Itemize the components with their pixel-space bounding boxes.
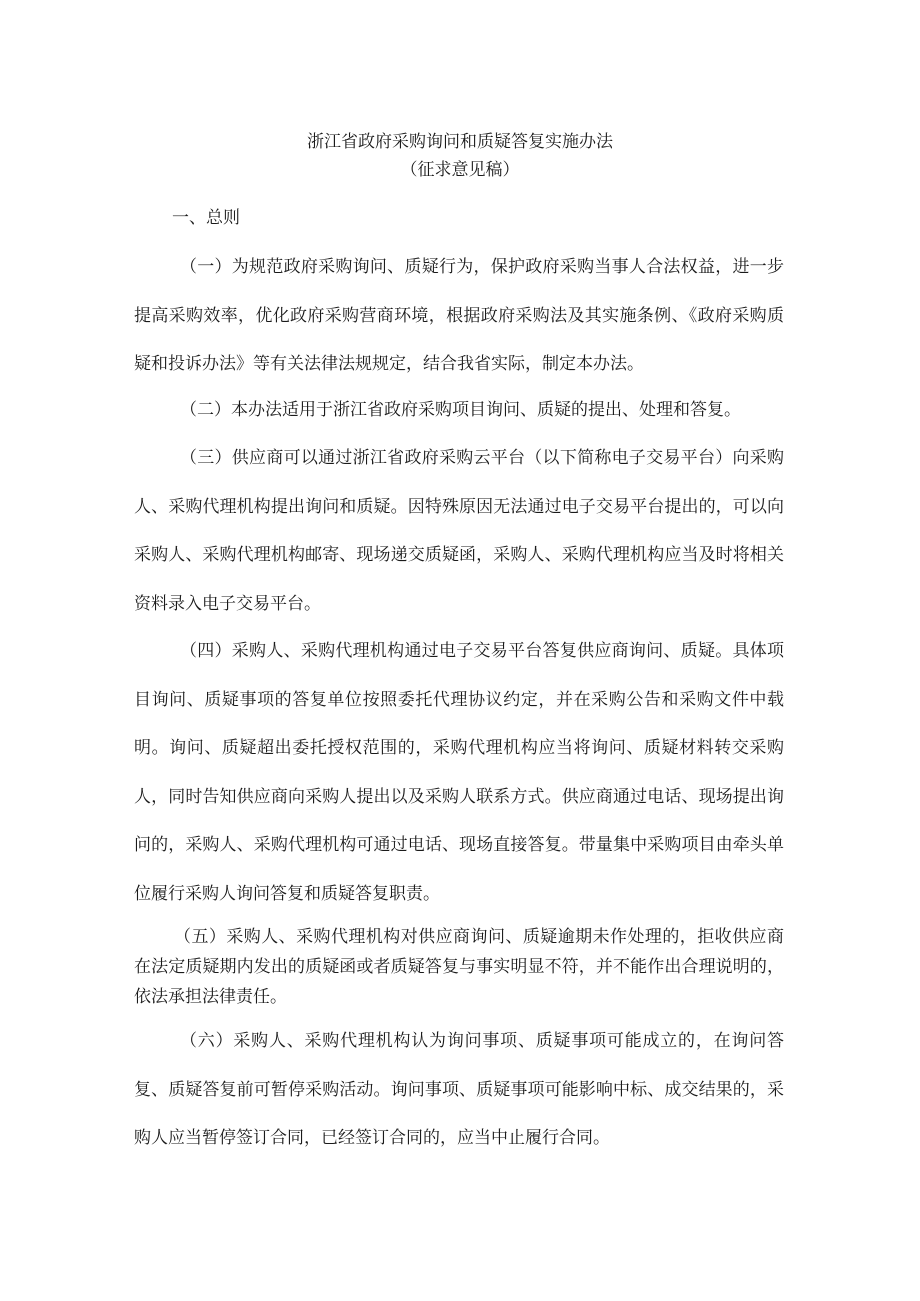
paragraph-1: （一）为规范政府采购询问、质疑行为，保护政府采购当事人合法权益，进一步提高采购效率，优化政府采购营商环境，根据政府采购法及其实施条例、《政府采购质疑和投诉办法》等有关法律法规规定，结合我省实际，制定本办法。 (134, 257, 784, 374)
paragraph-3: （三）供应商可以通过浙江省政府采购云平台（以下简称电子交易平台）向采购人、采购代理机构提出询问和质疑。因特殊原因无法通过电子交易平台提出的，可以向采购人、采购代理机构邮寄、现场递交质疑函，采购人、采购代理机构应当及时将相关资料录入电子交易平台。 (134, 448, 784, 614)
document-title: 浙江省政府采购询问和质疑答复实施办法 (307, 132, 613, 152)
paragraph-2: （二）本办法适用于浙江省政府采购项目询问、质疑的提出、处理和答复。 (180, 400, 741, 420)
paragraph-4: （四）采购人、采购代理机构通过电子交易平台答复供应商询问、质疑。具体项目询问、质疑事项的答复单位按照委托代理协议约定，并在采购公告和采购文件中载明。询问、质疑超出委托授权范围的，采购代理机构应当将询问、质疑材料转交采购人，同时告知供应商向采购人提出以及采购人联系方式。供应商通过电话、现场提出询问的，采购人、采购代理机构可通过电话、现场直接答复。带量集中采购项目由牵头单位履行采购人询问答复和质疑答复职责。 (134, 641, 784, 904)
section-heading: 一、总则 (172, 208, 240, 228)
paragraph-6: （六）采购人、采购代理机构认为询问事项、质疑事项可能成立的，在询问答复、质疑答复前可暂停采购活动。询问事项、质疑事项可能影响中标、成交结果的，采购人应当暂停签订合同，已经签订合同的，应当中止履行合同。 (134, 1031, 784, 1148)
document-subtitle: （征求意见稿） (400, 160, 520, 180)
paragraph-5: （五）采购人、采购代理机构对供应商询问、质疑逾期未作处理的，拒收供应商在法定质疑期内发出的质疑函或者质疑答复与事实明显不符，并不能作出合理说明的，依法承担法律责任。 (134, 927, 784, 1007)
